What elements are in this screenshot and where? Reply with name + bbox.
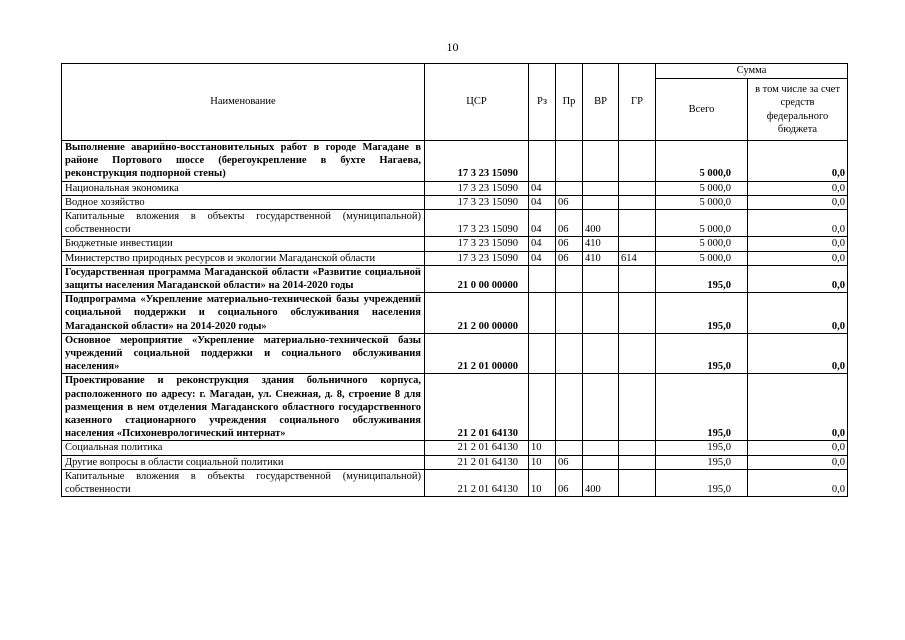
row-vr	[583, 441, 619, 455]
table-row	[62, 333, 848, 374]
row-gr: 614	[619, 251, 656, 265]
row-total: 5 000,0	[656, 210, 748, 237]
row-vr	[583, 141, 619, 182]
row-total: 195,0	[656, 265, 748, 292]
row-rz: 04	[529, 251, 556, 265]
row-csr: 21 2 01 64130	[425, 441, 529, 455]
row-gr	[619, 333, 656, 374]
table-row	[62, 210, 848, 237]
row-pr: 06	[556, 195, 583, 209]
row-pr: 06	[556, 251, 583, 265]
row-vr: 410	[583, 251, 619, 265]
row-rz: 04	[529, 181, 556, 195]
row-vr	[583, 374, 619, 441]
row-gr	[619, 181, 656, 195]
row-gr	[619, 265, 656, 292]
row-total: 5 000,0	[656, 141, 748, 182]
row-gr	[619, 441, 656, 455]
row-vr: 400	[583, 210, 619, 237]
row-pr: 06	[556, 210, 583, 237]
row-vr	[583, 265, 619, 292]
row-name: Проектирование и реконструкция здания больничного корпуса, расположенного по адресу: г. Магадан, ул. Снежная, д. 8, строение 8 для размещения в нем отделения Магаданского областного государственного казенного стационарного учреждения социального обслуживания населения «Психоневрологический интернат»	[62, 374, 425, 441]
row-gr	[619, 455, 656, 469]
row-federal: 0,0	[748, 455, 848, 469]
row-csr: 21 0 00 00000	[425, 265, 529, 292]
row-rz	[529, 141, 556, 182]
row-federal: 0,0	[748, 441, 848, 455]
row-vr: 410	[583, 237, 619, 251]
budget-table	[61, 63, 848, 497]
row-csr: 21 2 01 00000	[425, 333, 529, 374]
row-csr: 17 3 23 15090	[425, 210, 529, 237]
row-name: Выполнение аварийно-восстановительных работ в городе Магадане в районе Портового шоссе (берегоукрепление в бухте Нагаева, реконструкция подпорной стены)	[62, 141, 425, 182]
row-rz	[529, 265, 556, 292]
row-federal: 0,0	[748, 181, 848, 195]
row-rz: 10	[529, 455, 556, 469]
row-federal: 0,0	[748, 237, 848, 251]
row-pr	[556, 181, 583, 195]
table-row	[62, 141, 848, 182]
row-name: Капитальные вложения в объекты государственной (муниципальной) собственности	[62, 210, 425, 237]
row-csr: 21 2 01 64130	[425, 455, 529, 469]
row-rz: 04	[529, 195, 556, 209]
row-vr: 400	[583, 469, 619, 496]
row-pr: 06	[556, 237, 583, 251]
row-name: Национальная экономика	[62, 181, 425, 195]
row-csr: 17 3 23 15090	[425, 195, 529, 209]
header-total: Всего	[656, 79, 748, 141]
row-gr	[619, 374, 656, 441]
header-vr: ВР	[583, 64, 619, 141]
row-pr	[556, 141, 583, 182]
table-row	[62, 441, 848, 455]
row-gr	[619, 141, 656, 182]
row-pr	[556, 441, 583, 455]
row-pr	[556, 265, 583, 292]
row-gr	[619, 293, 656, 334]
row-name: Государственная программа Магаданской области «Развитие социальной защиты населения Магаданской области» на 2014-2020 годы	[62, 265, 425, 292]
header-gr: ГР	[619, 64, 656, 141]
table-row	[62, 237, 848, 251]
table-row	[62, 293, 848, 334]
row-name: Бюджетные инвестиции	[62, 237, 425, 251]
row-name: Министерство природных ресурсов и экологии Магаданской области	[62, 251, 425, 265]
row-vr	[583, 195, 619, 209]
row-rz	[529, 374, 556, 441]
row-vr	[583, 333, 619, 374]
row-pr	[556, 293, 583, 334]
page-number: 10	[446, 40, 459, 54]
row-rz	[529, 333, 556, 374]
row-name: Подпрограмма «Укрепление материально-технической базы учреждений социальной поддержки и социального обслуживания населения Магаданской области» на 2014-2020 годы»	[62, 293, 425, 334]
row-federal: 0,0	[748, 251, 848, 265]
row-name: Социальная политика	[62, 441, 425, 455]
row-federal: 0,0	[748, 195, 848, 209]
row-total: 5 000,0	[656, 251, 748, 265]
row-rz	[529, 293, 556, 334]
row-total: 195,0	[656, 441, 748, 455]
row-rz: 04	[529, 210, 556, 237]
row-csr: 21 2 01 64130	[425, 469, 529, 496]
header-federal: в том числе за счет средств федерального бюджета	[748, 79, 848, 141]
row-total: 195,0	[656, 374, 748, 441]
row-total: 5 000,0	[656, 195, 748, 209]
row-gr	[619, 469, 656, 496]
row-gr	[619, 210, 656, 237]
table-header	[62, 64, 848, 141]
row-federal: 0,0	[748, 293, 848, 334]
header-name: Наименование	[62, 64, 425, 141]
row-csr: 17 3 23 15090	[425, 251, 529, 265]
table-row	[62, 455, 848, 469]
header-pr: Пр	[556, 64, 583, 141]
row-name: Капитальные вложения в объекты государственной (муниципальной) собственности	[62, 469, 425, 496]
row-federal: 0,0	[748, 141, 848, 182]
row-name: Водное хозяйство	[62, 195, 425, 209]
row-csr: 21 2 01 64130	[425, 374, 529, 441]
row-csr: 17 3 23 15090	[425, 141, 529, 182]
row-pr	[556, 374, 583, 441]
row-total: 195,0	[656, 293, 748, 334]
header-csr: ЦСР	[425, 64, 529, 141]
row-vr	[583, 455, 619, 469]
row-rz: 10	[529, 441, 556, 455]
row-rz: 10	[529, 469, 556, 496]
table-row	[62, 265, 848, 292]
table-row	[62, 374, 848, 441]
row-federal: 0,0	[748, 210, 848, 237]
table-row	[62, 181, 848, 195]
row-federal: 0,0	[748, 265, 848, 292]
row-gr	[619, 237, 656, 251]
header-rz: Рз	[529, 64, 556, 141]
table-body	[62, 141, 848, 497]
row-pr: 06	[556, 455, 583, 469]
row-name: Основное мероприятие «Укрепление материально-технической базы учреждений социальной поддержки и социального обслуживания населения»	[62, 333, 425, 374]
table-row	[62, 469, 848, 496]
row-pr	[556, 333, 583, 374]
row-pr: 06	[556, 469, 583, 496]
row-federal: 0,0	[748, 469, 848, 496]
row-federal: 0,0	[748, 374, 848, 441]
row-csr: 17 3 23 15090	[425, 181, 529, 195]
row-csr: 17 3 23 15090	[425, 237, 529, 251]
row-total: 195,0	[656, 455, 748, 469]
row-csr: 21 2 00 00000	[425, 293, 529, 334]
row-total: 195,0	[656, 469, 748, 496]
row-vr	[583, 293, 619, 334]
row-name: Другие вопросы в области социальной политики	[62, 455, 425, 469]
row-federal: 0,0	[748, 333, 848, 374]
row-gr	[619, 195, 656, 209]
row-rz: 04	[529, 237, 556, 251]
row-total: 195,0	[656, 333, 748, 374]
row-total: 5 000,0	[656, 237, 748, 251]
header-sum: Сумма	[656, 64, 848, 79]
row-total: 5 000,0	[656, 181, 748, 195]
table-row	[62, 251, 848, 265]
table-row	[62, 195, 848, 209]
row-vr	[583, 181, 619, 195]
